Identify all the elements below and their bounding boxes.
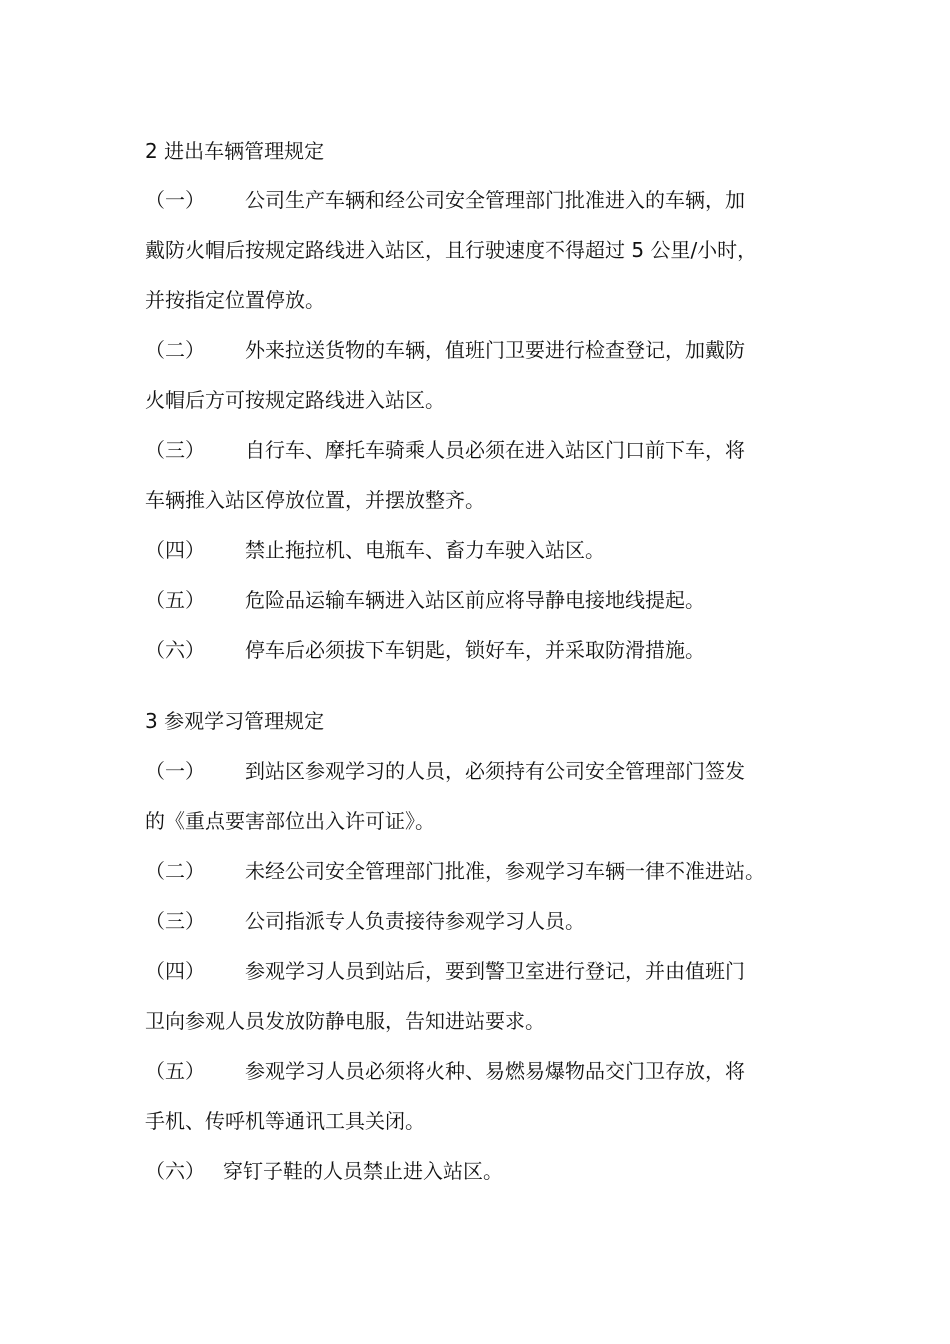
section-2-item-5: [145, 588, 705, 612]
item-number: （一）: [145, 188, 205, 212]
section-3-item-2: [145, 859, 765, 883]
item-text: 未经公司安全管理部门批准，参观学习车辆一律不准进站。: [245, 859, 765, 883]
item-text: 危险品运输车辆进入站区前应将导静电接地线提起。: [245, 588, 705, 612]
item-text: 停车后必须拔下车钥匙，锁好车，并采取防滑措施。: [245, 638, 705, 662]
section-2-item-1-line-2: 戴防火帽后按规定路线进入站区，且行驶速度不得超过 5 公里/小时，: [145, 238, 758, 262]
section-2-title: 2 进出车辆管理规定: [145, 139, 325, 163]
item-number: （二）: [145, 338, 205, 362]
item-text: 公司指派专人负责接待参观学习人员。: [245, 909, 585, 933]
item-text: 公司生产车辆和经公司安全管理部门批准进入的车辆，加: [245, 188, 745, 212]
section-2-item-3-line-2: 车辆推入站区停放位置，并摆放整齐。: [145, 488, 485, 512]
item-number: （五）: [145, 1059, 205, 1083]
section-2-item-4: [145, 538, 605, 562]
section-3-item-6: [145, 1159, 503, 1183]
item-text: 穿钉子鞋的人员禁止进入站区。: [223, 1159, 503, 1183]
section-3-item-4-line-1: [145, 959, 745, 983]
section-2-item-2-line-1: [145, 338, 745, 362]
item-number: （三）: [145, 438, 205, 462]
item-number: （三）: [145, 909, 205, 933]
section-2-item-3-line-1: [145, 438, 745, 462]
item-text: 到站区参观学习的人员，必须持有公司安全管理部门签发: [245, 759, 745, 783]
item-text: 禁止拖拉机、电瓶车、畜力车驶入站区。: [245, 538, 605, 562]
item-text: 外来拉送货物的车辆，值班门卫要进行检查登记，加戴防: [245, 338, 745, 362]
section-2-item-1-line-3: 并按指定位置停放。: [145, 288, 325, 312]
item-text: 自行车、摩托车骑乘人员必须在进入站区门口前下车，将: [245, 438, 745, 462]
section-3-item-5-line-2: 手机、传呼机等通讯工具关闭。: [145, 1109, 425, 1133]
section-3-item-3: [145, 909, 585, 933]
item-number: （四）: [145, 959, 205, 983]
section-3-item-4-line-2: 卫向参观人员发放防静电服，告知进站要求。: [145, 1009, 545, 1033]
section-3-item-5-line-1: [145, 1059, 745, 1083]
item-number: （五）: [145, 588, 205, 612]
item-text: 参观学习人员必须将火种、易燃易爆物品交门卫存放，将: [245, 1059, 745, 1083]
item-number: （六）: [145, 638, 205, 662]
section-2-item-6: [145, 638, 705, 662]
section-2-item-1-line-1: [145, 188, 745, 212]
section-3-item-1-line-1: [145, 759, 745, 783]
section-3-item-1-line-2: 的《重点要害部位出入许可证》。: [145, 809, 435, 833]
item-number: （六）: [145, 1159, 205, 1183]
item-number: （一）: [145, 759, 205, 783]
item-text: 参观学习人员到站后，要到警卫室进行登记，并由值班门: [245, 959, 745, 983]
item-number: （二）: [145, 859, 205, 883]
section-2-item-2-line-2: 火帽后方可按规定路线进入站区。: [145, 388, 445, 412]
section-3-title: 3 参观学习管理规定: [145, 709, 325, 733]
item-number: （四）: [145, 538, 205, 562]
